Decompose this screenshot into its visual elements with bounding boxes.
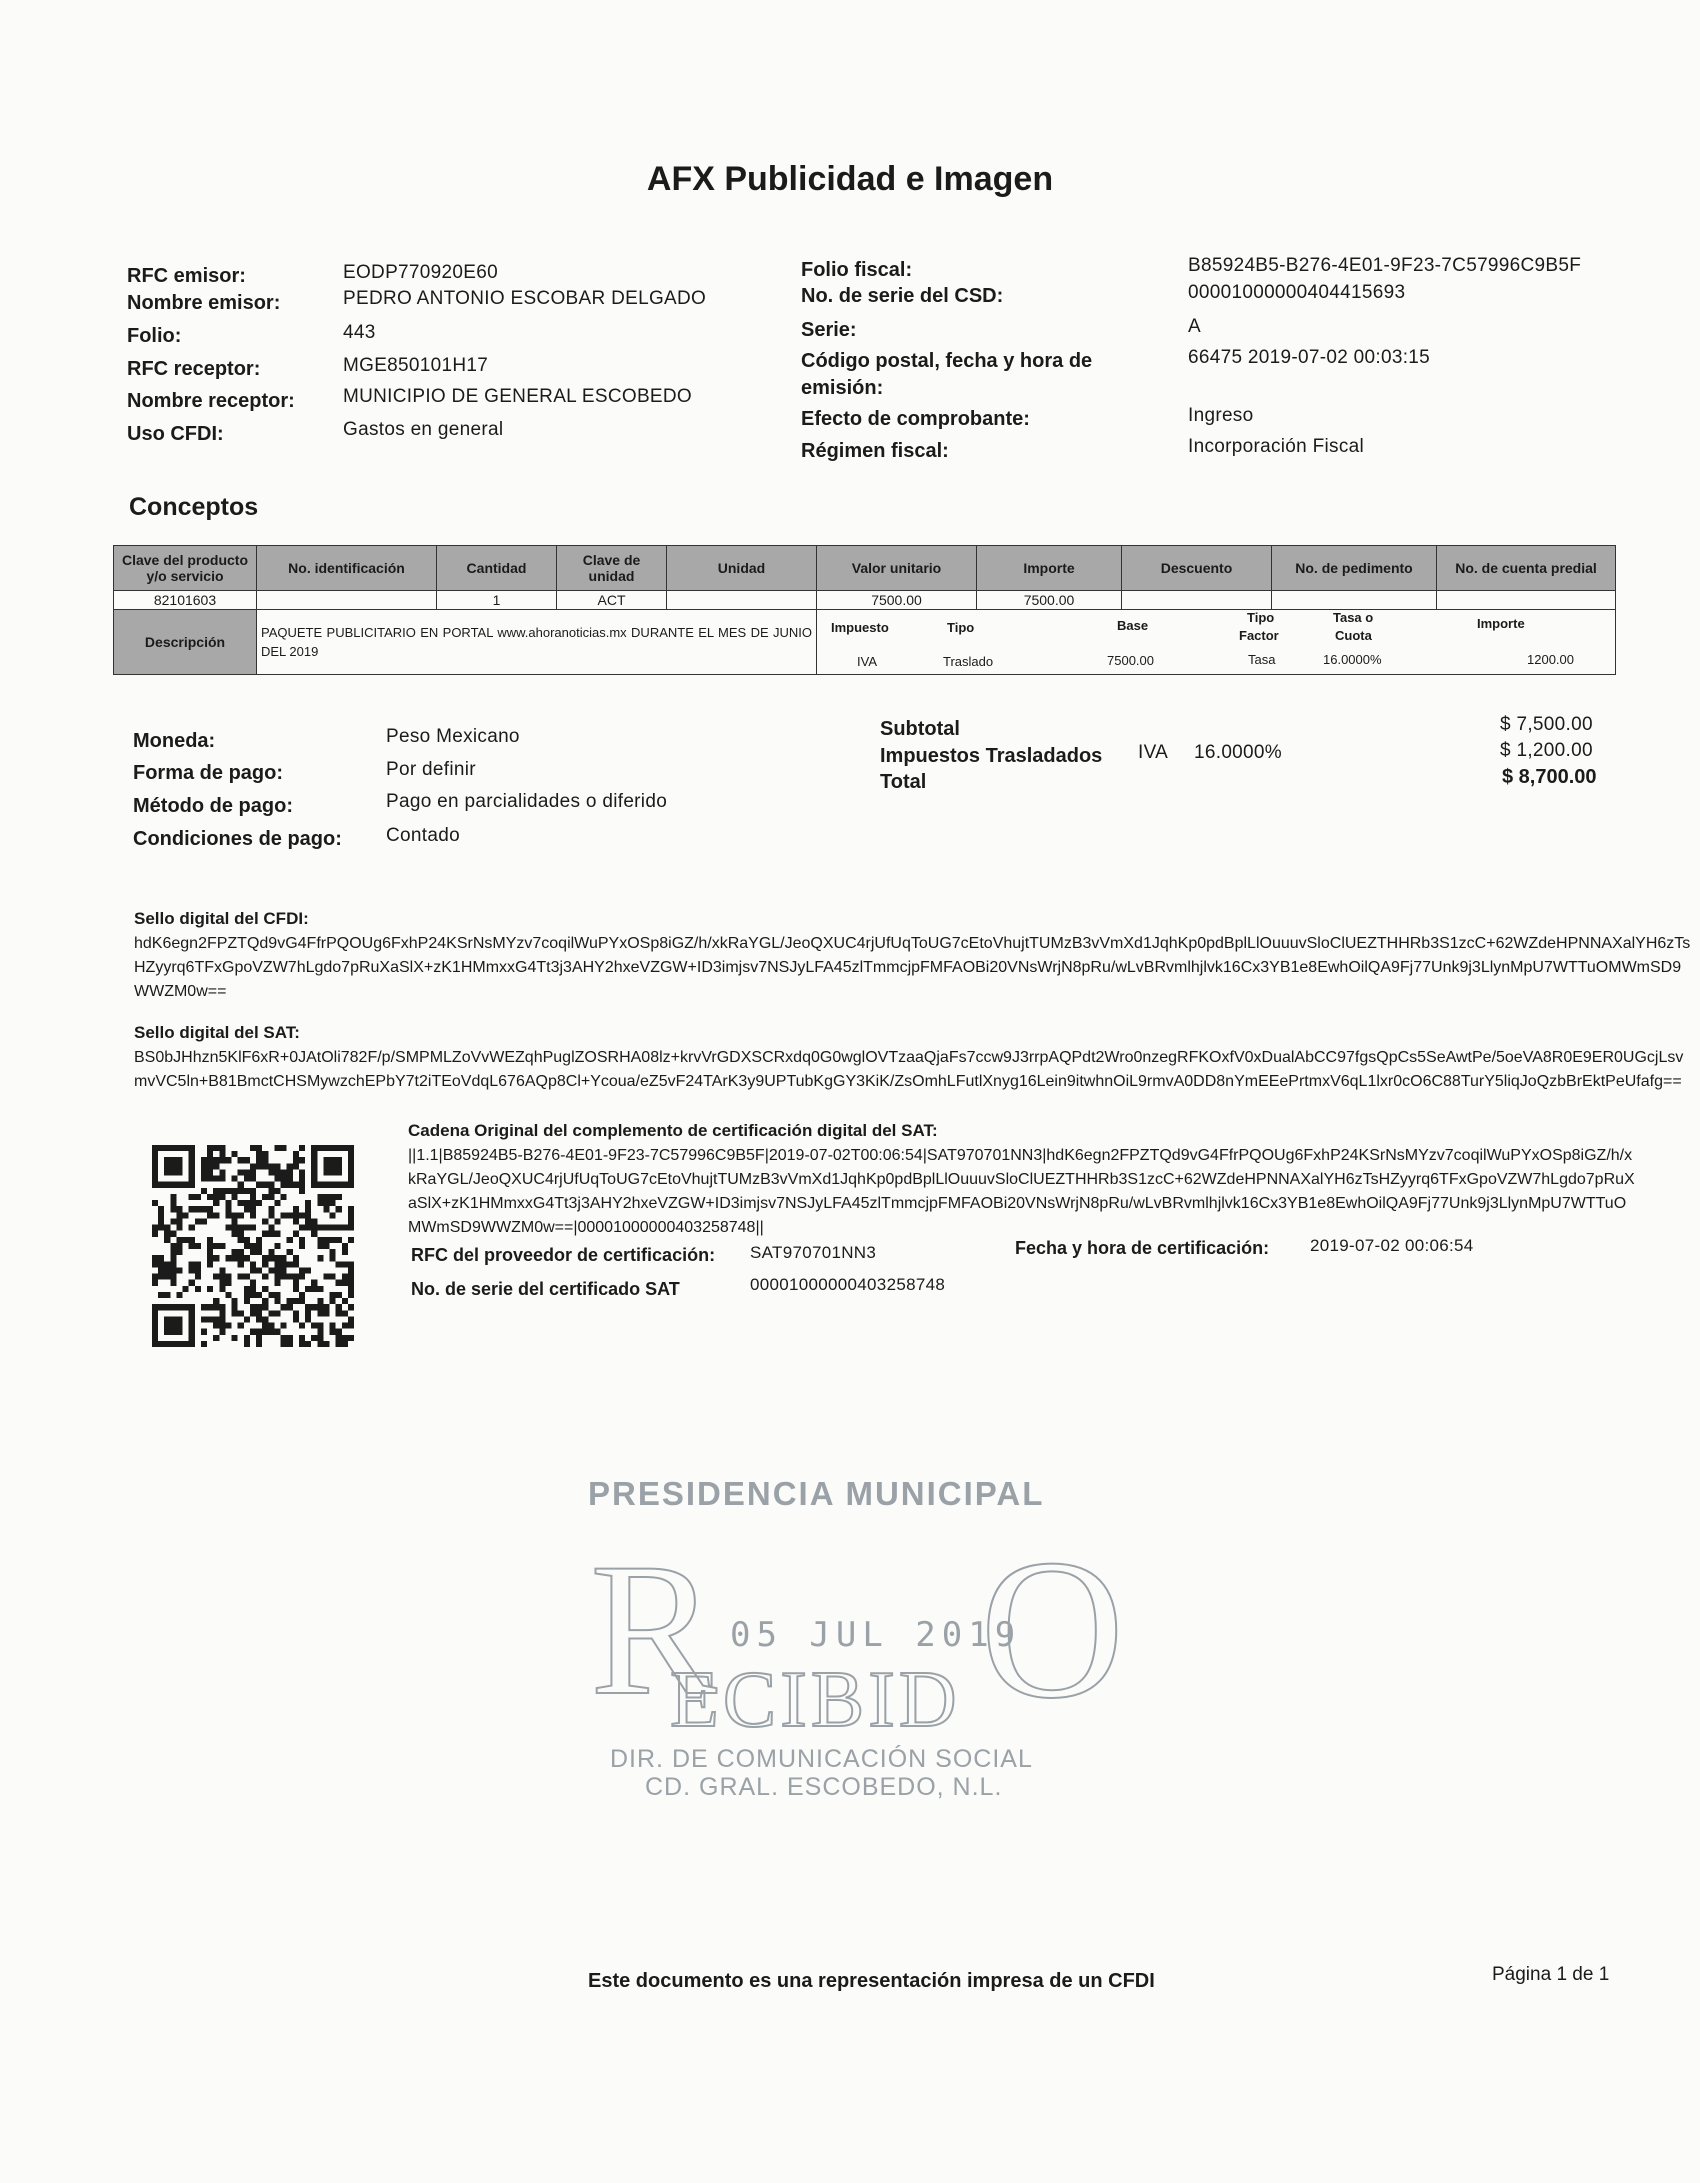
regimen-value: Incorporación Fiscal xyxy=(1188,436,1365,457)
serie-csd-value: 00001000000404415693 xyxy=(1188,282,1406,303)
descripcion-row xyxy=(114,610,1616,675)
tax-base: 7500.00 xyxy=(1107,653,1154,668)
folio-value: 443 xyxy=(343,322,376,343)
cadena-text: ||1.1|B85924B5-B276-4E01-9F23-7C57996C9B5F|2019-07-02T00:06:54|SAT970701NN3|hdK6egn2FPZTQd9vG4FfrPQOUg6FxhP24KSrNsMYzv7coqilWuPYxOSp8iGZ/h/xkRaYGL/JeoQXUC4rjUfUqToUG7cEtoVhujtTUMzB3vVmXd1JqhKp0pdBplLlOuuuvSloClUEZTHHRb3S1zcC+62WZdeHPNNAXalYH6zTsHZyyrq6TFxGpoVZW7hLgdo7pRuXaSlX+zK1HMmxxG4Tt3j3AHY2hxeVZGW+ID3imjsv7NSJyLFA45zlTmmcjpFMFAOBi20VNsWrjN8pRu/wLvBRvmlhjlvk16Cx3YB1e8EwhOilQA9Fj77Unk9j3LlynMpU7WTTuOMWmSD9WWZM0w==|00001000000403258748|| xyxy=(408,1147,1635,1236)
serie-certificado-label: No. de serie del certificado SAT xyxy=(411,1279,680,1299)
efecto-value: Ingreso xyxy=(1188,405,1254,426)
metodo-pago-label: Método de pago: xyxy=(133,795,293,817)
cell-no-identificacion xyxy=(257,591,437,610)
th-cantidad: Cantidad xyxy=(437,546,557,591)
cell-cantidad: 1 xyxy=(437,591,557,610)
tax-tasa: 16.0000% xyxy=(1323,652,1382,667)
nombre-receptor-value: MUNICIPIO DE GENERAL ESCOBEDO xyxy=(343,386,693,407)
serie-certificado-value: 00001000000403258748 xyxy=(750,1275,946,1294)
tax-tipo: Traslado xyxy=(943,654,994,669)
cp-fecha-label-1: Código postal, fecha y hora de xyxy=(801,350,1093,372)
tax-impuesto: IVA xyxy=(857,654,877,669)
impuestos-tipo: IVA xyxy=(1138,742,1169,763)
footer-text: Este documento es una representación impresa de un CFDI xyxy=(588,1970,1155,1992)
th-no-identificacion: No. identificación xyxy=(257,546,437,591)
rfc-emisor-label: RFC emisor: xyxy=(127,265,246,287)
subtotal-value: $ 7,500.00 xyxy=(1500,714,1593,735)
cell-descuento xyxy=(1122,591,1272,610)
th-clave-producto: Clave del producto y/o servicio xyxy=(114,546,257,591)
qr-code-icon xyxy=(152,1145,354,1347)
nombre-emisor-label: Nombre emisor: xyxy=(127,292,281,314)
forma-pago-label: Forma de pago: xyxy=(133,762,284,784)
moneda-label: Moneda: xyxy=(133,730,216,752)
folio-fiscal-value: B85924B5-B276-4E01-9F23-7C57996C9B5F xyxy=(1188,255,1582,276)
sello-sat-text: BS0bJHhzn5KlF6xR+0JAtOli782F/p/SMPMLZoVvWEZqhPuglZOSRHA08lz+krvVrGDXSCRxdq0G0wglOVTzaaQjaFs7ccw9J3rrpAQPdt2Wro0nzegRFKOxfV0xDualAbCC97fgsQpCs5SeAwtPe/5oeVA8R0E9ER0UGcjLsvmvVC5ln+B81BmctCHSMywzchEPbY7t2iTEoVdqL676AQp8Cl+Ycoua/eZ5vF24TArK3y9UPTubKgGY3KiK/ZsOmhLFutlXnyg16Lein9itwhnOiL9rmvA0DD8nYmEEePrtmxV6qL1lxr0cO6C88TurY5liqJoQzbBrEktPeUfafg== xyxy=(134,1049,1684,1090)
tax-importe: 1200.00 xyxy=(1527,652,1574,667)
sello-cfdi-text: hdK6egn2FPZTQd9vG4FfrPQOUg6FxhP24KSrNsMYzv7coqilWuPYxOSp8iGZ/h/xkRaYGL/JeoQXUC4rjUfUqToUG7cEtoVhujtTUMzB3vVmXd1JqhKp0pdBplLlOuuuvSloClUEZTHHRb3S1zcC+62WZdeHPNNAXalYH6zTsHZyyrq6TFxGpoVZW7hLgdo7pRuXaSlX+zK1HMmxxG4Tt3j3AHY2hxeVZGW+ID3imjsv7NSJyLFA45zlTmmcjpFMFAOBi20VNsWrjN8pRu/wLvBRvmlhjlvk16Cx3YB1e8EwhOilQA9Fj77Unk9j3LlynMpU7WTTuOMWmSD9WWZM0w== xyxy=(134,935,1691,1000)
impuestos-value: $ 1,200.00 xyxy=(1500,740,1593,761)
rfc-receptor-value: MGE850101H17 xyxy=(343,355,489,376)
serie-csd-label: No. de serie del CSD: xyxy=(801,285,1004,307)
cell-valor-unitario: 7500.00 xyxy=(817,591,977,610)
folio-fiscal-label: Folio fiscal: xyxy=(801,259,913,281)
stamp-big-o: O xyxy=(980,1519,1125,1740)
cell-no-pedimento xyxy=(1272,591,1437,610)
efecto-label: Efecto de comprobante: xyxy=(801,408,1030,430)
stamp-ciudad: CD. GRAL. ESCOBEDO, N.L. xyxy=(645,1773,1003,1801)
cell-clave-unidad: ACT xyxy=(557,591,667,610)
th-clave-unidad: Clave de unidad xyxy=(557,546,667,591)
subtotal-label: Subtotal xyxy=(880,718,960,740)
conceptos-heading: Conceptos xyxy=(129,493,259,521)
serie-value: A xyxy=(1188,316,1201,337)
sello-sat-label: Sello digital del SAT: xyxy=(134,1023,300,1042)
tax-header-tipo-factor-1: Tipo xyxy=(1247,610,1275,625)
sello-cfdi-label: Sello digital del CFDI: xyxy=(134,909,309,928)
tax-tipo-factor: Tasa xyxy=(1248,652,1276,667)
cell-unidad xyxy=(667,591,817,610)
total-value: $ 8,700.00 xyxy=(1502,766,1597,788)
impuestos-tasa: 16.0000% xyxy=(1194,742,1282,763)
cp-fecha-value: 66475 2019-07-02 00:03:15 xyxy=(1188,347,1431,368)
forma-pago-value: Por definir xyxy=(386,759,476,780)
impuestos-label: Impuestos Trasladados xyxy=(880,745,1103,767)
cell-importe: 7500.00 xyxy=(977,591,1122,610)
tax-header-tasa-2: Cuota xyxy=(1335,628,1372,643)
table-row xyxy=(114,591,1616,610)
nombre-emisor-value: PEDRO ANTONIO ESCOBAR DELGADO xyxy=(343,288,707,309)
condiciones-pago-label: Condiciones de pago: xyxy=(133,828,342,850)
th-descuento: Descuento xyxy=(1122,546,1272,591)
folio-label: Folio: xyxy=(127,325,182,347)
stamp-date: 05 JUL 2019 xyxy=(730,1615,1022,1655)
serie-label: Serie: xyxy=(801,319,857,341)
cell-clave-producto: 82101603 xyxy=(114,591,257,610)
cp-fecha-label-2: emisión: xyxy=(801,377,884,399)
rfc-proveedor-value: SAT970701NN3 xyxy=(750,1243,877,1262)
rfc-proveedor-label: RFC del proveedor de certificación: xyxy=(411,1245,716,1265)
stamp-direccion: DIR. DE COMUNICACIÓN SOCIAL xyxy=(610,1745,1033,1773)
metodo-pago-value: Pago en parcialidades o diferido xyxy=(386,791,668,812)
table-header-row xyxy=(114,546,1616,591)
th-no-cuenta-predial: No. de cuenta predial xyxy=(1437,546,1616,591)
fecha-certificacion-label: Fecha y hora de certificación: xyxy=(1015,1238,1270,1258)
tax-header-tasa-1: Tasa o xyxy=(1333,610,1374,625)
page-number: Página 1 de 1 xyxy=(1492,1964,1610,1985)
th-valor-unitario: Valor unitario xyxy=(817,546,977,591)
stamp-big-r: R xyxy=(590,1525,717,1735)
condiciones-pago-value: Contado xyxy=(386,825,460,846)
cell-no-cuenta-predial xyxy=(1437,591,1616,610)
tax-header-importe: Importe xyxy=(1477,616,1525,631)
moneda-value: Peso Mexicano xyxy=(386,726,520,747)
th-importe: Importe xyxy=(977,546,1122,591)
tax-header-impuesto: Impuesto xyxy=(831,620,889,635)
tax-detail-cell xyxy=(817,610,1616,675)
tax-header-base: Base xyxy=(1117,618,1149,633)
stamp-presidencia: PRESIDENCIA MUNICIPAL xyxy=(588,1475,1045,1512)
tax-header-tipo: Tipo xyxy=(947,620,975,635)
fecha-certificacion-value: 2019-07-02 00:06:54 xyxy=(1310,1236,1474,1255)
uso-cfdi-value: Gastos en general xyxy=(343,419,504,440)
th-no-pedimento: No. de pedimento xyxy=(1272,546,1437,591)
descripcion-label: Descripción xyxy=(114,610,257,675)
page-title: AFX Publicidad e Imagen xyxy=(646,160,1054,198)
descripcion-text: PAQUETE PUBLICITARIO EN PORTAL www.ahoranoticias.mx DURANTE EL MES DE JUNIO DEL 2019 xyxy=(257,610,817,675)
total-label: Total xyxy=(880,771,927,793)
regimen-label: Régimen fiscal: xyxy=(801,440,949,462)
uso-cfdi-label: Uso CFDI: xyxy=(127,423,224,445)
rfc-receptor-label: RFC receptor: xyxy=(127,358,261,380)
tax-header-tipo-factor-2: Factor xyxy=(1239,628,1279,643)
conceptos-table xyxy=(113,545,1616,675)
stamp-word: ECIBID xyxy=(670,1656,961,1744)
cadena-label: Cadena Original del complemento de certificación digital del SAT: xyxy=(408,1121,938,1140)
nombre-receptor-label: Nombre receptor: xyxy=(127,390,295,412)
rfc-emisor-value: EODP770920E60 xyxy=(343,262,498,283)
received-stamp xyxy=(580,1475,1125,1815)
th-unidad: Unidad xyxy=(667,546,817,591)
